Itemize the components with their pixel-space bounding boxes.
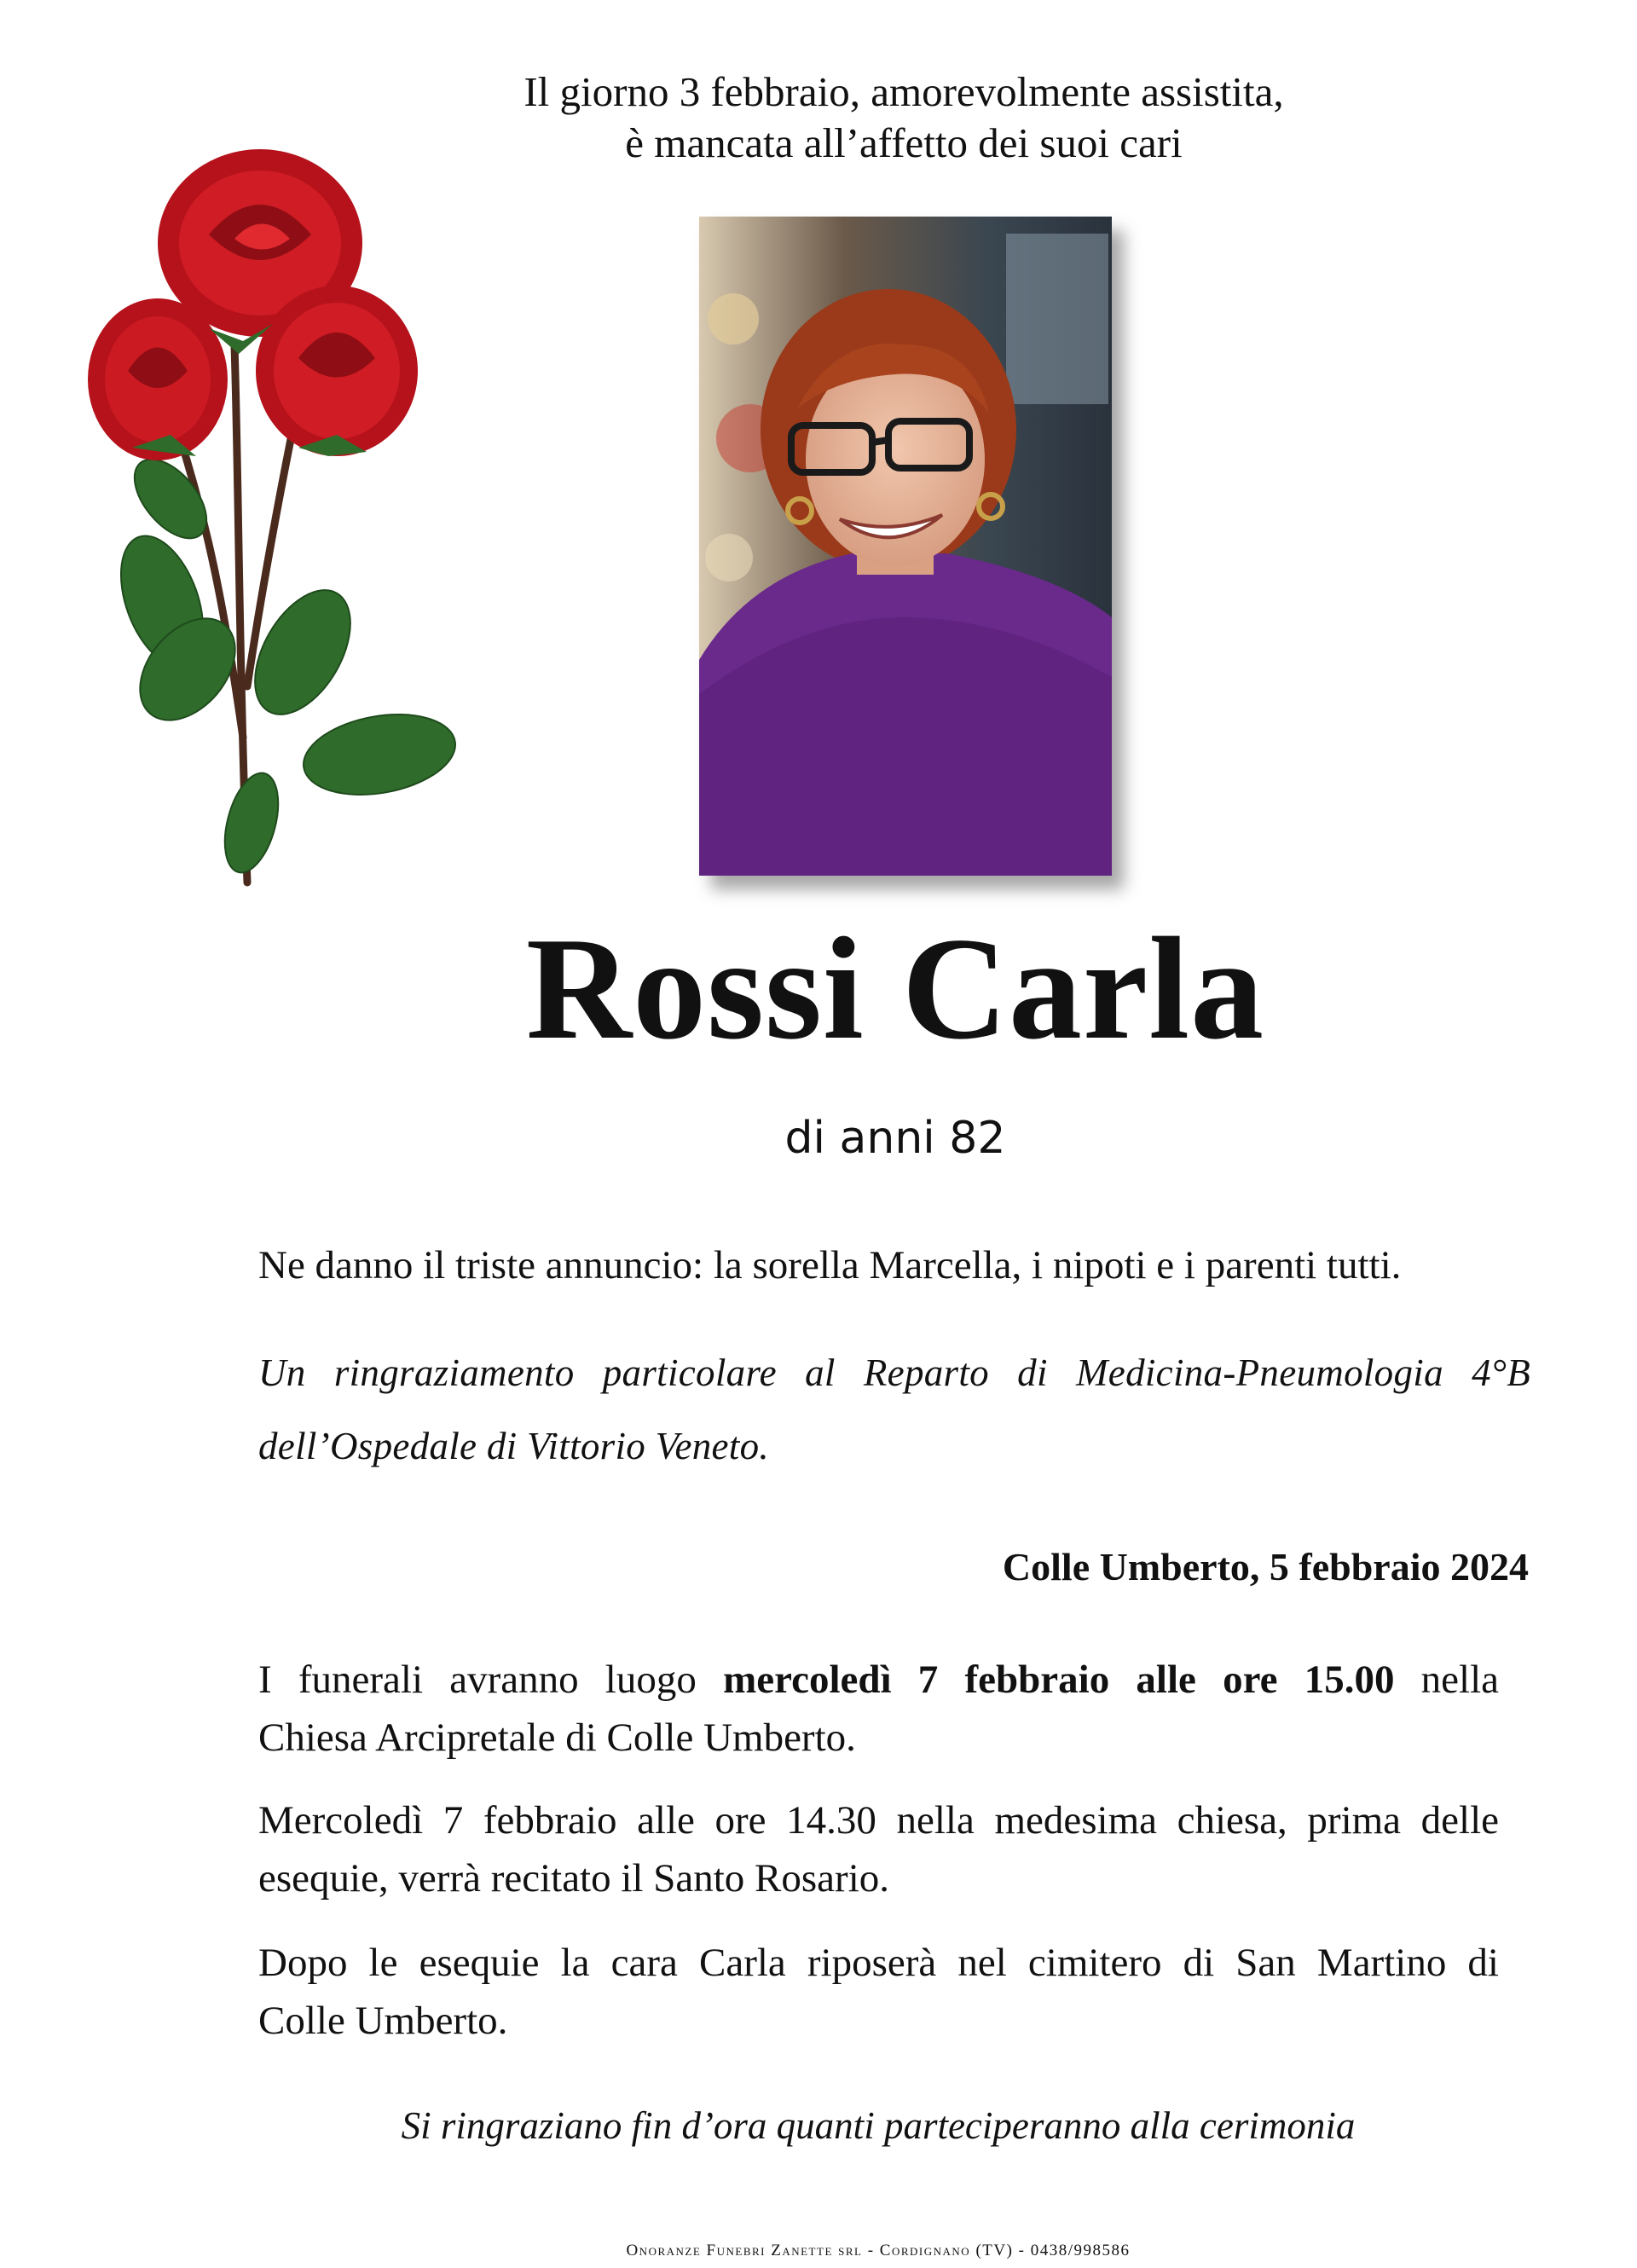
hospital-thanks-line-2: dell’Ospedale di Vittorio Veneto. <box>258 1425 769 1467</box>
burial-paragraph <box>258 1934 1499 2050</box>
place-date: Colle Umberto, 5 febbraio 2024 <box>1002 1545 1529 1588</box>
funeral-info-prefix: I funerali avranno luogo <box>258 1658 724 1702</box>
rosary-line-1: Mercoledì 7 febbraio alle ore 14.30 nella medesima chiesa, prima delle <box>258 1798 1499 1843</box>
funeral-info-line-2: Chiesa Arcipretale di Colle Umberto. <box>258 1715 856 1760</box>
rosary-line-2: esequie, verrà recitato il Santo Rosario. <box>258 1856 889 1901</box>
hospital-thanks <box>258 1336 1530 1483</box>
funeral-info-line-1 <box>258 1651 1499 1709</box>
funeral-info-suffix: nella <box>1394 1658 1500 1702</box>
hospital-thanks-line-1: Un ringraziamento particolare al Reparto di Medicina-Pneumologia 4°B <box>258 1351 1530 1394</box>
intro-line-1: Il giorno 3 febbraio, amorevolmente assistita, <box>523 68 1284 115</box>
portrait-photo <box>699 217 1112 876</box>
rosary-paragraph <box>258 1791 1499 1907</box>
burial-line-2: Colle Umberto. <box>258 1999 508 2043</box>
funeral-info-paragraph <box>258 1651 1499 1767</box>
red-roses-icon <box>81 141 473 891</box>
funeral-date-time: mercoledì 7 febbraio alle ore 15.00 <box>723 1658 1395 1702</box>
funeral-home-footer: Onoranze Funebri Zanette srl - Cordignano (TV) - 0438/998586 <box>626 2242 1131 2259</box>
intro-text <box>392 67 1415 169</box>
intro-line-2: è mancata all’affetto dei suoi cari <box>625 119 1183 166</box>
burial-line-1: Dopo le esequie la cara Carla riposerà nel cimitero di San Martino di <box>258 1941 1499 1985</box>
announcement-text: Ne danno il triste annuncio: la sorella Marcella, i nipoti e i parenti tutti. <box>258 1243 1402 1287</box>
deceased-name: Rossi Carla <box>525 908 1265 1070</box>
closing-thanks: Si ringraziano fin d’ora quanti parteciperanno alla cerimonia <box>401 2104 1356 2147</box>
deceased-age: di anni 82 <box>784 1113 1006 1164</box>
